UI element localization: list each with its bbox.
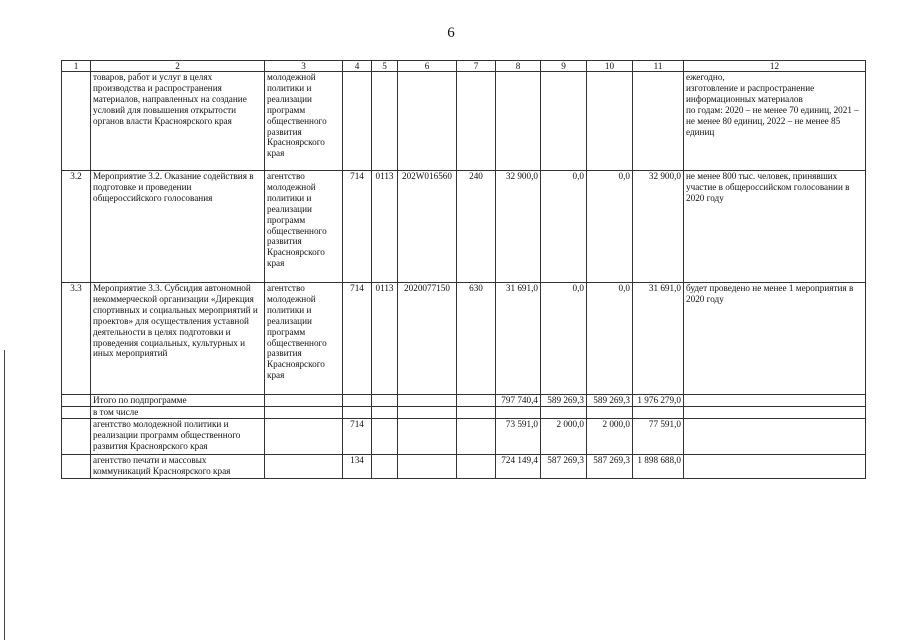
cell-y2022 — [587, 407, 633, 419]
cell-rzpr — [372, 72, 398, 171]
cell-y2021 — [541, 407, 587, 419]
cell-result — [684, 407, 866, 419]
cell-grbs — [343, 395, 372, 407]
column-header: 7 — [457, 61, 496, 72]
cell-grbs — [343, 407, 372, 419]
cell-y2020: 724 149,4 — [496, 455, 541, 479]
cell-grbs: 134 — [343, 455, 372, 479]
cell-executor — [265, 395, 343, 407]
cell-y2020: 797 740,4 — [496, 395, 541, 407]
cell-csr — [398, 395, 457, 407]
table-row — [62, 72, 866, 171]
cell-y2021: 0,0 — [541, 171, 587, 283]
cell-name: агентство молодежной политики и реализации программ общественного развития Красноярского края — [91, 419, 265, 455]
cell-y2022: 2 000,0 — [587, 419, 633, 455]
cell-num — [62, 419, 91, 455]
cell-executor: агентство молодежной политики и реализации программ общественного развития Красноярского края — [265, 283, 343, 395]
cell-num — [62, 455, 91, 479]
column-header: 11 — [633, 61, 684, 72]
cell-result — [684, 455, 866, 479]
table-row — [62, 171, 866, 283]
cell-name: Мероприятие 3.2. Оказание содействия в подготовке и проведении общероссийского голосования — [91, 171, 265, 283]
table-row — [62, 419, 866, 455]
cell-name: Мероприятие 3.3. Субсидия автономной некоммерческой организации «Дирекция спортивных и социальных мероприятий и проектов» для осуществления уставной деятельности в целях подготовки и проведения социальных, культурных и иных мероприятий — [91, 283, 265, 395]
page-number: 6 — [447, 25, 455, 41]
cell-y2021: 2 000,0 — [541, 419, 587, 455]
cell-csr — [398, 419, 457, 455]
cell-y2020: 73 591,0 — [496, 419, 541, 455]
header-row — [62, 61, 866, 72]
cell-vr — [457, 395, 496, 407]
cell-total: 32 900,0 — [633, 171, 684, 283]
cell-name: агентство печати и массовых коммуникаций Красноярского края — [91, 455, 265, 479]
cell-grbs — [343, 72, 372, 171]
cell-num: 3.2 — [62, 171, 91, 283]
cell-y2022: 589 269,3 — [587, 395, 633, 407]
table-row — [62, 395, 866, 407]
cell-rzpr — [372, 395, 398, 407]
cell-rzpr — [372, 407, 398, 419]
cell-result — [684, 419, 866, 455]
cell-y2020 — [496, 72, 541, 171]
cell-csr — [398, 455, 457, 479]
cell-total: 77 591,0 — [633, 419, 684, 455]
column-header: 5 — [372, 61, 398, 72]
table-row — [62, 283, 866, 395]
cell-result — [684, 395, 866, 407]
cell-total: 1 976 279,0 — [633, 395, 684, 407]
cell-total — [633, 407, 684, 419]
cell-num — [62, 395, 91, 407]
column-header: 4 — [343, 61, 372, 72]
cell-csr — [398, 72, 457, 171]
cell-executor — [265, 419, 343, 455]
cell-csr — [398, 407, 457, 419]
column-header: 6 — [398, 61, 457, 72]
cell-name: товаров, работ и услуг в целях производства и распространения материалов, направленных на создание условий для повышения открытости органов власти Красноярского края — [91, 72, 265, 171]
cell-rzpr: 0113 — [372, 171, 398, 283]
cell-executor — [265, 455, 343, 479]
cell-total — [633, 72, 684, 171]
cell-executor — [265, 407, 343, 419]
cell-y2020: 31 691,0 — [496, 283, 541, 395]
cell-rzpr — [372, 419, 398, 455]
cell-csr: 2020077150 — [398, 283, 457, 395]
budget-table — [61, 60, 866, 479]
cell-executor: молодежной политики и реализации программ общественного развития Красноярского края — [265, 72, 343, 171]
cell-result: будет проведено не менее 1 мероприятия в 2020 году — [684, 283, 866, 395]
table-row — [62, 455, 866, 479]
cell-total: 1 898 688,0 — [633, 455, 684, 479]
cell-grbs: 714 — [343, 171, 372, 283]
cell-result: ежегодно, изготовление и распространение информационных материалов по годам: 2020 – не менее 70 единиц, 2021 – не менее 80 единиц, 2022 – не менее 85 единиц — [684, 72, 866, 171]
cell-y2020 — [496, 407, 541, 419]
cell-y2021: 0,0 — [541, 283, 587, 395]
column-header: 2 — [91, 61, 265, 72]
cell-y2020: 32 900,0 — [496, 171, 541, 283]
cell-vr — [457, 455, 496, 479]
cell-y2022 — [587, 72, 633, 171]
cell-vr: 240 — [457, 171, 496, 283]
cell-name: Итого по подпрограмме — [91, 395, 265, 407]
cell-result: не менее 800 тыс. человек, принявших участие в общероссийском голосовании в 2020 году — [684, 171, 866, 283]
cell-y2021: 589 269,3 — [541, 395, 587, 407]
cell-y2022: 587 269,3 — [587, 455, 633, 479]
cell-y2021 — [541, 72, 587, 171]
cell-vr — [457, 407, 496, 419]
cell-num: 3.3 — [62, 283, 91, 395]
cell-executor: агентство молодежной политики и реализации программ общественного развития Красноярского края — [265, 171, 343, 283]
cell-num — [62, 407, 91, 419]
column-header: 8 — [496, 61, 541, 72]
cell-rzpr — [372, 455, 398, 479]
cell-name: в том числе — [91, 407, 265, 419]
cell-rzpr: 0113 — [372, 283, 398, 395]
column-header: 3 — [265, 61, 343, 72]
cell-num — [62, 72, 91, 171]
column-header: 1 — [62, 61, 91, 72]
table-body — [62, 61, 866, 479]
table-row — [62, 407, 866, 419]
column-header: 10 — [587, 61, 633, 72]
cell-y2022: 0,0 — [587, 283, 633, 395]
cell-y2021: 587 269,3 — [541, 455, 587, 479]
cell-grbs: 714 — [343, 283, 372, 395]
cell-vr: 630 — [457, 283, 496, 395]
column-header: 12 — [684, 61, 866, 72]
cell-vr — [457, 72, 496, 171]
cell-csr: 202W016560 — [398, 171, 457, 283]
cell-y2022: 0,0 — [587, 171, 633, 283]
margin-line — [4, 350, 5, 640]
cell-grbs: 714 — [343, 419, 372, 455]
column-header: 9 — [541, 61, 587, 72]
cell-vr — [457, 419, 496, 455]
cell-total: 31 691,0 — [633, 283, 684, 395]
